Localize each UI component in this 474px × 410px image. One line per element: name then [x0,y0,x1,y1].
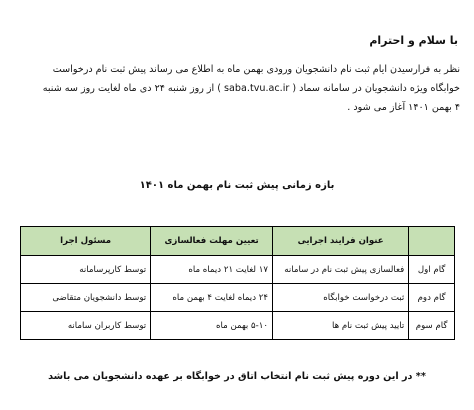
header-duration: تعیین مهلت فعالسازی [151,227,273,256]
footnote: ** در این دوره پیش ثبت نام انتخاب اتاق در خوابگاه بر عهده دانشجویان می باشد [48,371,426,382]
header-step [409,227,455,256]
greeting: با سلام و احترام [369,34,458,47]
table-row [21,256,455,284]
paragraph-line: نظر به فرارسیدن ایام ثبت نام دانشجویان ورودی بهمن ماه به اطلاع می رساند پیش ثبت نام درخواست [52,64,460,75]
section-title: بازه زمانی پیش ثبت نام بهمن ماه ۱۴۰۱ [139,180,335,191]
responsible-cell: توسط کارپرسامانه [21,256,151,284]
header-activity: عنوان فرایند اجرایی [273,227,409,256]
step-cell: گام سوم [409,312,455,340]
duration-cell: ۲۴ دیماه لغایت ۴ بهمن ماه [151,284,273,312]
activity-cell: تایید پیش ثبت نام ها [273,312,409,340]
step-cell: گام دوم [409,284,455,312]
duration-cell: ۱۷ لغایت ۲۱ دیماه ماه [151,256,273,284]
schedule-table [20,226,455,340]
step-cell: گام اول [409,256,455,284]
announcement-paragraph [14,60,460,117]
activity-cell: ثبت درخواست خوابگاه [273,284,409,312]
responsible-cell: توسط دانشجویان متقاضی [21,284,151,312]
table-header-row [21,227,455,256]
responsible-cell: توسط کاربران سامانه [21,312,151,340]
paragraph-line: ۴ بهمن ۱۴۰۱ آغاز می شود . [347,102,460,113]
table-row [21,284,455,312]
duration-cell: ۵-۱۰ بهمن ماه [151,312,273,340]
header-responsible: مسئول اجرا [21,227,151,256]
table-row [21,312,455,340]
paragraph-line: خوابگاه ویژه دانشجویان در سامانه سماد ( saba.tvu.ac.ir ) از روز شنبه ۲۴ دی ماه لغایت روز سه شنبه [42,83,460,94]
activity-cell: فعالسازی پیش ثبت نام در سامانه [273,256,409,284]
